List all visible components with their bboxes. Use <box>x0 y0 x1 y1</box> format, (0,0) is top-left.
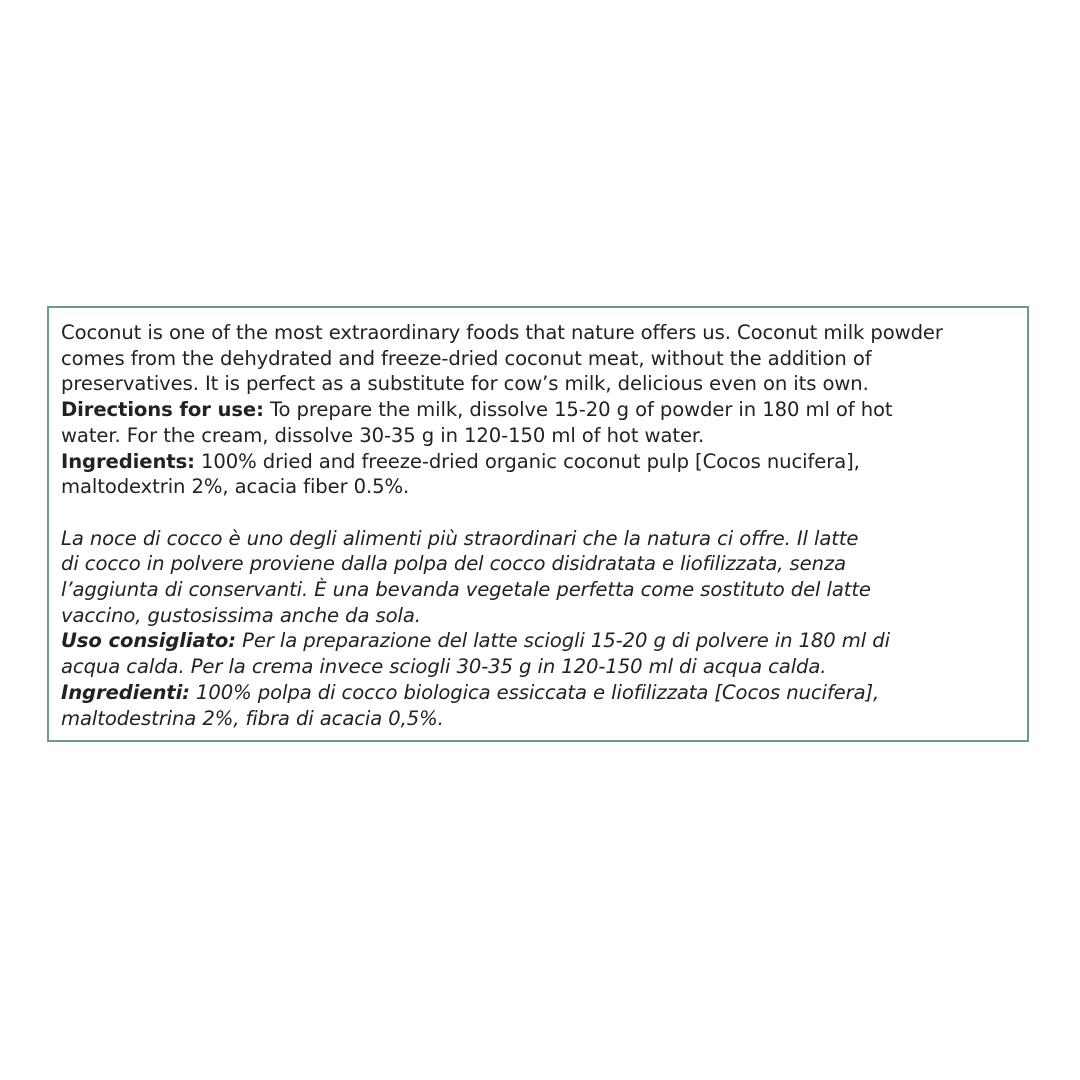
italian-intro-line: l’aggiunta di conservanti. È una bevanda vegetale perfetta come sostituto del latte <box>61 578 871 602</box>
ingredienti-label: Ingredienti: <box>61 680 190 704</box>
english-directions-continued: water. For the cream, dissolve 30-35 g in 120-150 ml of hot water. <box>61 423 705 447</box>
section-spacer <box>61 500 1015 526</box>
italian-section <box>61 526 1015 732</box>
product-description-box <box>47 306 1029 742</box>
italian-ingredients-continued: maltodestrina 2%, fibra di acacia 0,5%. <box>61 706 444 730</box>
italian-directions-continued: acqua calda. Per la crema invece sciogli 30-35 g in 120-150 ml di acqua calda. <box>61 655 827 679</box>
ingredients-label: Ingredients: <box>61 449 195 473</box>
uso-consigliato-text: Per la preparazione del latte sciogli 15-20 g di polvere in 180 ml di <box>236 629 890 653</box>
italian-intro-line: vaccino, gustosissima anche da sola. <box>61 603 421 627</box>
english-intro-line: comes from the dehydrated and freeze-dried coconut meat, without the addition of <box>61 346 872 370</box>
ingredienti-text: 100% polpa di cocco biologica essiccata e liofilizzata [Cocos nucifera], <box>189 680 880 704</box>
english-ingredients <box>61 449 1015 475</box>
ingredients-text: 100% dried and freeze-dried organic coconut pulp [Cocos nucifera], <box>194 449 860 473</box>
italian-directions <box>61 628 1015 654</box>
directions-text: To prepare the milk, dissolve 15-20 g of powder in 180 ml of hot <box>263 398 893 422</box>
italian-ingredients <box>61 680 1015 706</box>
english-section <box>61 320 1015 500</box>
uso-consigliato-label: Uso consigliato: <box>61 629 237 653</box>
english-ingredients-continued: maltodextrin 2%, acacia fiber 0.5%. <box>61 475 410 499</box>
english-intro-line: preservatives. It is perfect as a substitute for cow’s milk, delicious even on its own. <box>61 372 869 396</box>
italian-intro-line: di cocco in polvere proviene dalla polpa del cocco disidratata e liofilizzata, senza <box>61 552 846 576</box>
english-intro-line: Coconut is one of the most extraordinary foods that nature offers us. Coconut milk powder <box>61 321 943 344</box>
italian-intro-line: La noce di cocco è uno degli alimenti più straordinari che la natura ci offre. Il latte <box>61 526 859 550</box>
english-directions <box>61 397 1015 423</box>
directions-label: Directions for use: <box>61 398 264 422</box>
